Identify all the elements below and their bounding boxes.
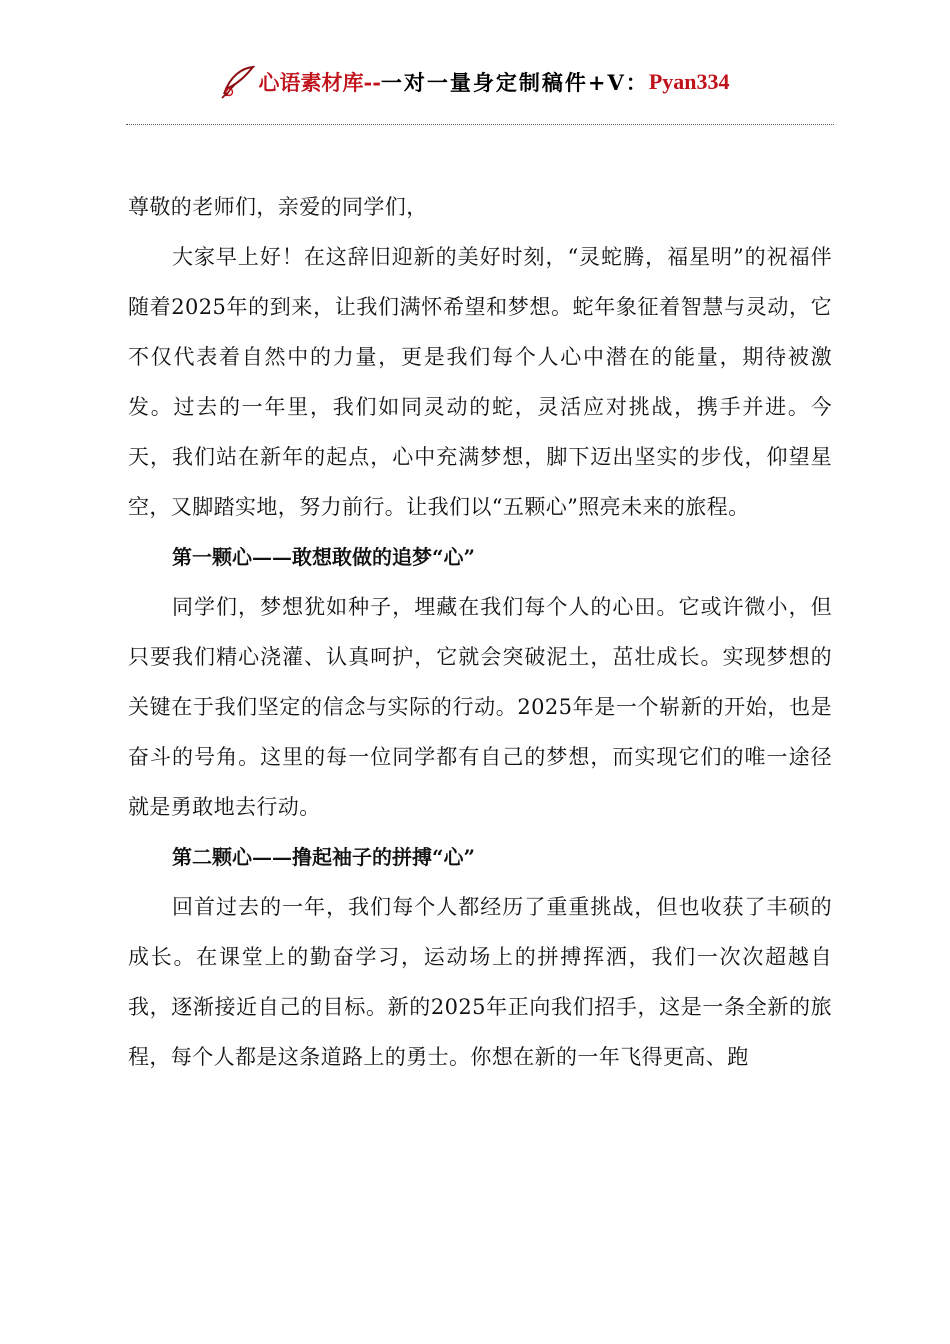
header-divider: [126, 124, 834, 125]
section-paragraph-1: 同学们，梦想犹如种子，埋藏在我们每个人的心田。它或许微小，但只要我们精心浇灌、认真呵护，它就会突破泥土，茁壮成长。实现梦想的关键在于我们坚定的信念与实际的行动。2025年是一个崭新的开始，也是奋斗的号角。这里的每一位同学都有自己的梦想，而实现它们的唯一途径就是勇敢地去行动。: [128, 595, 832, 819]
section-paragraph-2: 回首过去的一年，我们每个人都经历了重重挑战，但也收获了丰硕的成长。在课堂上的勤奋学习，运动场上的拼搏挥洒，我们一次次超越自我，逐渐接近自己的目标。新的2025年正向我们招手，这是一条全新的旅程，每个人都是这条道路上的勇士。你想在新的一年飞得更高、跑: [128, 895, 832, 1069]
intro-paragraph: 大家早上好！在这辞旧迎新的美好时刻，“灵蛇腾，福星明”的祝福伴随着2025年的到来，让我们满怀希望和梦想。蛇年象征着智慧与灵动，它不仅代表着自然中的力量，更是我们每个人心中潜在的能量，期待被激发。过去的一年里，我们如同灵动的蛇，灵活应对挑战，携手并进。今天，我们站在新年的起点，心中充满梦想，脚下迈出坚实的步伐，仰望星空，又脚踏实地，努力前行。让我们以“五颗心”照亮未来的旅程。: [128, 245, 832, 519]
salutation: 尊敬的老师们，亲爱的同学们，: [128, 195, 428, 219]
brand-name: 心语素材库: [258, 70, 364, 95]
header-separator: --: [363, 69, 381, 95]
header-slogan: 一对一量身定制稿件+V：: [380, 70, 649, 95]
quill-pen-icon: [220, 64, 256, 100]
page-header: [0, 58, 950, 106]
contact-id: Pyan334: [648, 69, 730, 94]
section-heading-1: 第一颗心——敢想敢做的追梦“心”: [172, 545, 476, 569]
section-heading-2: 第二颗心——撸起袖子的拼搏“心”: [172, 845, 476, 869]
document-body: [128, 182, 832, 1082]
